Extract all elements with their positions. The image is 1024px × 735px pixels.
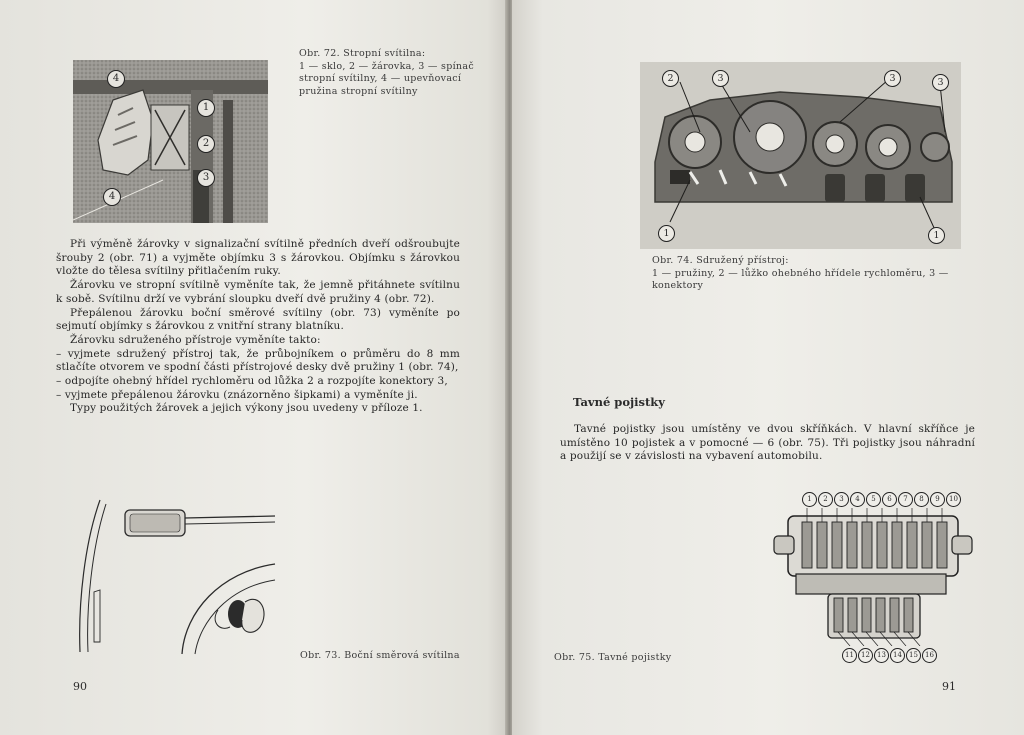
figure-73-drawing <box>70 492 280 662</box>
fuse-slot-auxiliary <box>876 598 885 632</box>
figure-74-caption-line: konektory <box>652 280 704 291</box>
figure-74-caption-line: Obr. 74. Sdružený přístroj: <box>652 255 789 266</box>
figure-72-callout-2: 2 <box>197 135 215 153</box>
figure-72-callout-4-bottom: 4 <box>103 188 121 206</box>
fuse-number-bottom: 13 <box>874 648 889 663</box>
figure-73-caption: Obr. 73. Boční směrová svítilna <box>300 650 460 661</box>
paragraph: Přepálenou žárovku boční směrové svítilny (obr. 73) vyměníte po sejmutí objímky s žárovkou z vnitřní strany blatníku. <box>56 306 460 333</box>
fuse-slot-main <box>922 522 932 568</box>
fuse-slot-main <box>802 522 812 568</box>
fuse-number-top: 8 <box>914 492 929 507</box>
figure-74-callout-3-far-right: 3 <box>932 74 949 91</box>
section-text <box>560 423 975 464</box>
fuse-leader-line <box>852 632 864 646</box>
fuse-leader-line <box>908 632 920 646</box>
fuse-slot-main <box>907 522 917 568</box>
fuse-leader-line <box>838 632 850 646</box>
fuse-slot-main <box>892 522 902 568</box>
figure-74-callout-3-left: 3 <box>712 70 729 87</box>
fuse-slot-main <box>937 522 947 568</box>
fuse-slot-main <box>832 522 842 568</box>
figure-74-caption-line: 1 — pružiny, 2 — lůžko ohebného hřídele rychloměru, 3 — <box>652 267 949 279</box>
fuse-slot-auxiliary <box>904 598 913 632</box>
fuse-slot-auxiliary <box>890 598 899 632</box>
fuse-leader-line <box>866 632 878 646</box>
fuse-number-bottom: 14 <box>890 648 905 663</box>
figure-72-caption-line: stropní svítilny, 4 — upevňovací <box>299 73 462 84</box>
fuse-number-bottom: 16 <box>922 648 937 663</box>
paragraph: – odpojíte ohebný hřídel rychloměru od lůžka 2 a rozpojíte konektory 3, <box>56 375 448 388</box>
fuse-slot-auxiliary <box>862 598 871 632</box>
fuse-slot-main <box>847 522 857 568</box>
fuse-slot-auxiliary <box>848 598 857 632</box>
fuse-number-top: 1 <box>802 492 817 507</box>
fuse-number-top: 4 <box>850 492 865 507</box>
fuse-number-top: 9 <box>930 492 945 507</box>
paragraph: Tavné pojistky jsou umístěny ve dvou skříňkách. V hlavní skříňce je umístěno 10 pojistek a v pomocné — 6 (obr. 75). Tři pojistky jsou náhradní a použijí se v závislosti na vybavení automobilu. <box>560 423 975 463</box>
figure-74-illustration <box>640 62 961 249</box>
figure-72-callout-1: 1 <box>197 99 215 117</box>
paragraph: Žárovku sdruženého přístroje vyměníte takto: <box>70 333 321 346</box>
right-page <box>512 0 1024 735</box>
page-number: 90 <box>73 680 87 693</box>
paragraph: – vyjmete přepálenou žárovku (znázorněno šipkami) a vyměníte ji. <box>56 388 418 401</box>
fuse-slot-main <box>877 522 887 568</box>
fuse-number-top: 10 <box>946 492 961 507</box>
figure-72-caption-line: 1 — sklo, 2 — žárovka, 3 — spínač <box>299 60 474 72</box>
fuse-slot-main <box>817 522 827 568</box>
body-text <box>56 238 460 416</box>
fuse-leader-line <box>894 632 906 646</box>
figure-74-callout-3-right: 3 <box>884 70 901 87</box>
fuse-slot-auxiliary <box>834 598 843 632</box>
fuse-number-row-bottom <box>842 648 932 662</box>
figure-75-caption: Obr. 75. Tavné pojistky <box>554 652 672 663</box>
figure-72-photo <box>73 60 268 223</box>
left-page <box>0 0 508 735</box>
paragraph: Při výměně žárovky v signalizační svítilně předních dveří odšroubujte šrouby 2 (obr. 71) a vyjměte objímku 3 s žárovkou. Objímku s žárovkou vložte do tělesa svítilny přitlačením ruky. <box>56 238 460 278</box>
figure-75-fuse-diagram <box>770 490 975 670</box>
fuse-number-row-top <box>802 492 958 506</box>
figure-72-callout-3: 3 <box>197 169 215 187</box>
fuse-number-top: 5 <box>866 492 881 507</box>
fuse-number-bottom: 12 <box>858 648 873 663</box>
paragraph: Žárovku ve stropní svítilně vyměníte tak, že jemně přitáhnete svítilnu k sobě. Svítilnu drží ve vybrání sloupku dveří dvě pružiny 4 (obr. 72). <box>56 279 460 305</box>
fuse-number-top: 2 <box>818 492 833 507</box>
fuse-number-bottom: 15 <box>906 648 921 663</box>
figure-72-caption-line: pružina stropní svítilny <box>299 85 418 97</box>
figure-72-callout-4-top: 4 <box>107 70 125 88</box>
figure-72-caption <box>299 48 499 98</box>
fuse-number-top: 7 <box>898 492 913 507</box>
fuse-number-bottom: 11 <box>842 648 857 663</box>
figure-74-callout-1-right: 1 <box>928 227 945 244</box>
figure-74-callout-1-left: 1 <box>658 225 675 242</box>
fuse-slot-main <box>862 522 872 568</box>
figure-72-caption-line: Obr. 72. Stropní svítilna: <box>299 48 426 59</box>
fuse-slots <box>770 508 975 646</box>
fuse-number-top: 3 <box>834 492 849 507</box>
fuse-number-top: 6 <box>882 492 897 507</box>
figure-74-photo <box>640 62 961 249</box>
figure-74-caption <box>652 255 982 293</box>
page-number: 91 <box>942 680 956 693</box>
figure-74-callout-2: 2 <box>662 70 679 87</box>
section-title: Tavné pojistky <box>573 395 665 409</box>
paragraph: – vyjmete sdružený přístroj tak, že průbojníkem o průměru do 8 mm stlačíte otvorem ve spodní části přístrojové desky dvě pružiny 1 (obr. 74), <box>56 347 460 374</box>
fuse-leader-line <box>880 632 892 646</box>
paragraph: Typy použitých žárovek a jejich výkony jsou uvedeny v příloze 1. <box>70 402 423 415</box>
